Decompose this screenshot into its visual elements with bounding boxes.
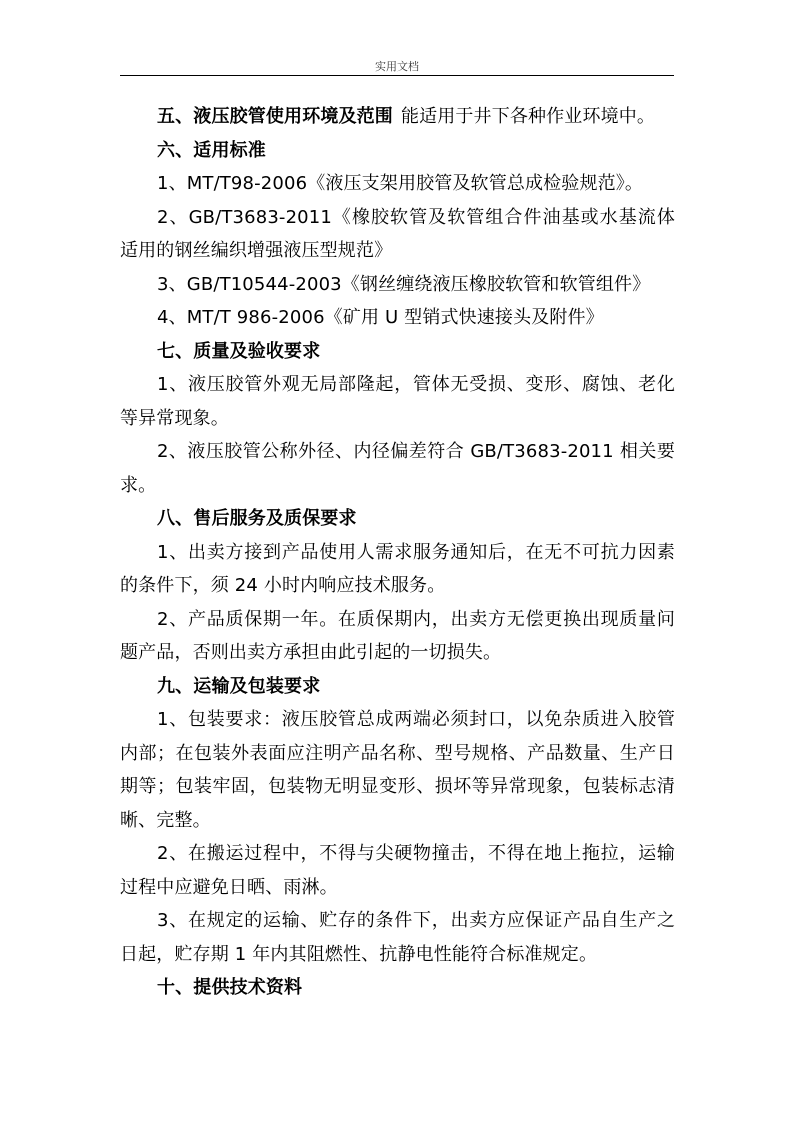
standard-item: 1、MT/T98-2006《液压支架用胶管及软管总成检验规范》。 xyxy=(157,173,644,194)
section-9-heading: 九、运输及包装要求 xyxy=(157,675,321,697)
packaging-item: 2、在搬运过程中，不得与尖硬物撞击，不得在地上拖拉，运输过程中应避免日晒、雨淋。 xyxy=(120,843,675,898)
document-body xyxy=(120,100,675,1005)
section-10-heading: 十、提供技术资料 xyxy=(157,977,303,998)
standard-item: 2、GB/T3683-2011《橡胶软管及软管组合件油基或水基流体适用的钢丝编织增强液压型规范》 xyxy=(120,206,675,261)
header-divider xyxy=(120,75,674,76)
section-5-text: 能适用于井下各种作业环境中。 xyxy=(400,106,656,127)
standard-item: 4、MT/T 986-2006《矿用 U 型销式快速接头及附件》 xyxy=(157,307,604,328)
packaging-item: 1、包装要求：液压胶管总成两端必须封口，以免杂质进入胶管内部；在包装外表面应注明产品名称、型号规格、产品数量、生产日期等；包装牢固，包装物无明显变形、损坏等异常现象，包装标志清晰、完整。 xyxy=(120,709,675,831)
page-header: 实用文档 xyxy=(375,60,419,73)
section-5 xyxy=(120,100,675,134)
quality-item: 1、液压胶管外观无局部隆起，管体无受损、变形、腐蚀、老化等异常现象。 xyxy=(120,374,675,429)
service-item: 1、出卖方接到产品使用人需求服务通知后，在无不可抗力因素的条件下，须 24 小时内响应技术服务。 xyxy=(120,541,675,596)
section-6-heading: 六、适用标准 xyxy=(157,139,266,161)
packaging-item: 3、在规定的运输、贮存的条件下，出卖方应保证产品自生产之日起，贮存期 1 年内其阻燃性、抗静电性能符合标准规定。 xyxy=(120,910,675,965)
standard-item: 3、GB/T10544-2003《钢丝缠绕液压橡胶软管和软管组件》 xyxy=(157,273,651,295)
quality-item: 2、液压胶管公称外径、内径偏差符合 GB/T3683-2011 相关要求。 xyxy=(120,441,675,496)
section-5-heading: 五、液压胶管使用环境及范围 xyxy=(157,106,393,127)
section-7-heading: 七、质量及验收要求 xyxy=(157,340,321,362)
section-8-heading: 八、售后服务及质保要求 xyxy=(157,508,357,529)
service-item: 2、产品质保期一年。在质保期内，出卖方无偿更换出现质量问题产品，否则出卖方承担由此引起的一切损失。 xyxy=(120,608,675,663)
